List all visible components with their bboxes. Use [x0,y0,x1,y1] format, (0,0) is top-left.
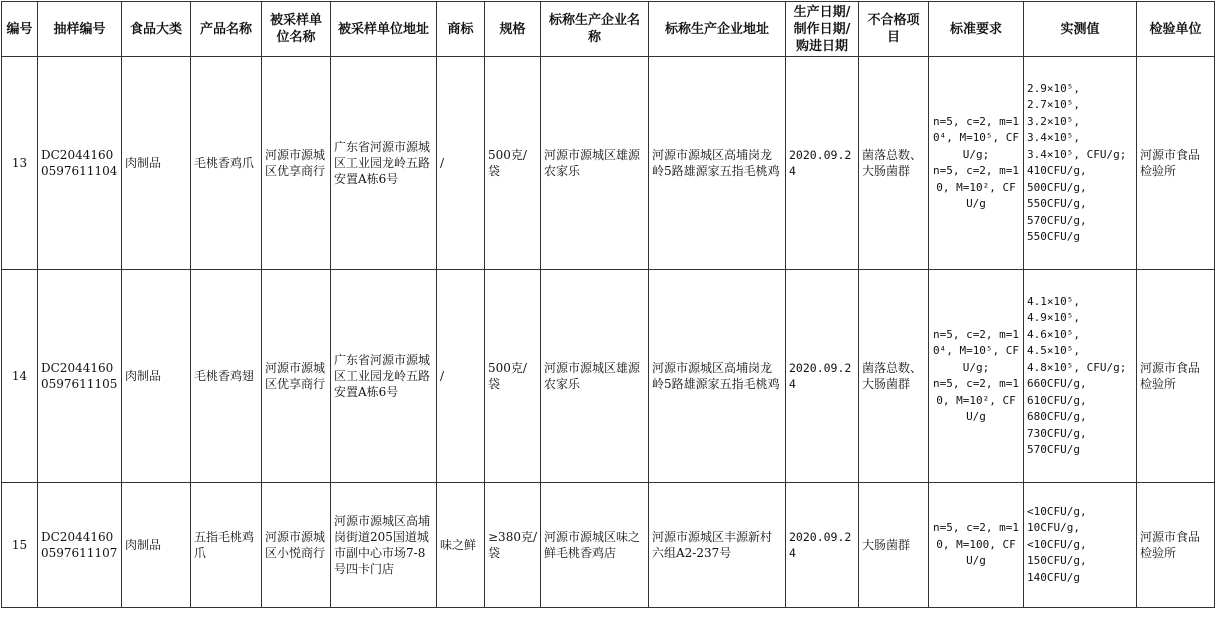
cell-date: 2020.09.24 [786,57,859,270]
cell-product: 毛桃香鸡翅 [191,270,262,483]
standard-text: n=5, c=2, m=10, M=100, CFU/g [932,521,1020,568]
cell-failed-item: 菌落总数、大肠菌群 [859,57,929,270]
cell-measured [1024,270,1137,483]
sampling-results-table [1,1,1215,608]
cell-sampled-unit: 河源市源城区优享商行 [262,270,331,483]
table-row [2,270,1215,483]
cell-sampled-unit: 河源市源城区优享商行 [262,57,331,270]
cell-manufacturer-address: 河源市源城区高埔岗龙岭5路雄源家五指毛桃鸡 [649,270,786,483]
cell-sampled-address: 广东省河源市源城区工业园龙岭五路安置A栋6号 [331,270,437,483]
header-inspector: 检验单位 [1137,2,1215,57]
cell-brand: 味之鲜 [437,483,485,608]
header-sampled-address: 被采样单位地址 [331,2,437,57]
cell-inspector: 河源市食品检验所 [1137,57,1215,270]
cell-spec: ≥380克/袋 [485,483,541,608]
cell-inspector: 河源市食品检验所 [1137,270,1215,483]
header-manufacturer-address: 标称生产企业地址 [649,2,786,57]
header-failed-item: 不合格项目 [859,2,929,57]
cell-category: 肉制品 [122,270,191,483]
cell-product: 五指毛桃鸡爪 [191,483,262,608]
cell-standard [929,57,1024,270]
header-sample-no: 抽样编号 [38,2,122,57]
measured-values: 4.1×10⁵, 4.9×10⁵, 4.6×10⁵, 4.5×10⁵, 4.8×10⁵, CFU/g; 660CFU/g, 610CFU/g, 680CFU/g, 730CFU/g, 570CFU/g [1027,294,1127,456]
measured-values: 2.9×10⁵, 2.7×10⁵, 3.2×10⁵, 3.4×10⁵, 3.4×10⁵, CFU/g; 410CFU/g, 500CFU/g, 550CFU/g, 570CFU/g, 550CFU/g [1027,81,1127,243]
cell-failed-item: 大肠菌群 [859,483,929,608]
cell-date: 2020.09.24 [786,483,859,608]
cell-manufacturer: 河源市源城区雄源农家乐 [541,270,649,483]
cell-sampled-address: 河源市源城区高埔岗街道205国道城市副中心市场7-8号四卡门店 [331,483,437,608]
cell-date: 2020.09.24 [786,270,859,483]
cell-category: 肉制品 [122,483,191,608]
cell-manufacturer-address: 河源市源城区高埔岗龙岭5路雄源家五指毛桃鸡 [649,57,786,270]
cell-standard [929,483,1024,608]
table-header-row [2,2,1215,57]
cell-sampled-unit: 河源市源城区小悦商行 [262,483,331,608]
header-sampled-unit: 被采样单位名称 [262,2,331,57]
standard-text: n=5, c=2, m=10⁴, M=10⁵, CFU/g; n=5, c=2, m=10, M=10², CFU/g [932,327,1020,423]
cell-sample-no: DC20441600597611107 [38,483,122,608]
cell-sample-no: DC20441600597611105 [38,270,122,483]
cell-spec: 500克/袋 [485,57,541,270]
header-brand: 商标 [437,2,485,57]
table-row [2,57,1215,270]
cell-no: 15 [2,483,38,608]
header-category: 食品大类 [122,2,191,57]
table-row [2,483,1215,608]
cell-brand: / [437,270,485,483]
cell-sampled-address: 广东省河源市源城区工业园龙岭五路安置A栋6号 [331,57,437,270]
cell-manufacturer: 河源市源城区雄源农家乐 [541,57,649,270]
header-standard: 标准要求 [929,2,1024,57]
cell-manufacturer: 河源市源城区味之鲜毛桃香鸡店 [541,483,649,608]
header-product: 产品名称 [191,2,262,57]
cell-no: 14 [2,270,38,483]
cell-brand: / [437,57,485,270]
cell-product: 毛桃香鸡爪 [191,57,262,270]
cell-category: 肉制品 [122,57,191,270]
header-manufacturer: 标称生产企业名称 [541,2,649,57]
cell-failed-item: 菌落总数、大肠菌群 [859,270,929,483]
cell-spec: 500克/袋 [485,270,541,483]
header-date: 生产日期/制作日期/购进日期 [786,2,859,57]
cell-no: 13 [2,57,38,270]
header-no: 编号 [2,2,38,57]
cell-measured [1024,483,1137,608]
cell-inspector: 河源市食品检验所 [1137,483,1215,608]
cell-standard [929,270,1024,483]
measured-values: <10CFU/g, 10CFU/g, <10CFU/g, 150CFU/g, 140CFU/g [1027,504,1087,584]
cell-measured [1024,57,1137,270]
header-measured: 实测值 [1024,2,1137,57]
cell-sample-no: DC20441600597611104 [38,57,122,270]
standard-text: n=5, c=2, m=10⁴, M=10⁵, CFU/g; n=5, c=2, m=10, M=10², CFU/g [932,114,1020,210]
header-spec: 规格 [485,2,541,57]
cell-manufacturer-address: 河源市源城区丰源新村六组A2-237号 [649,483,786,608]
